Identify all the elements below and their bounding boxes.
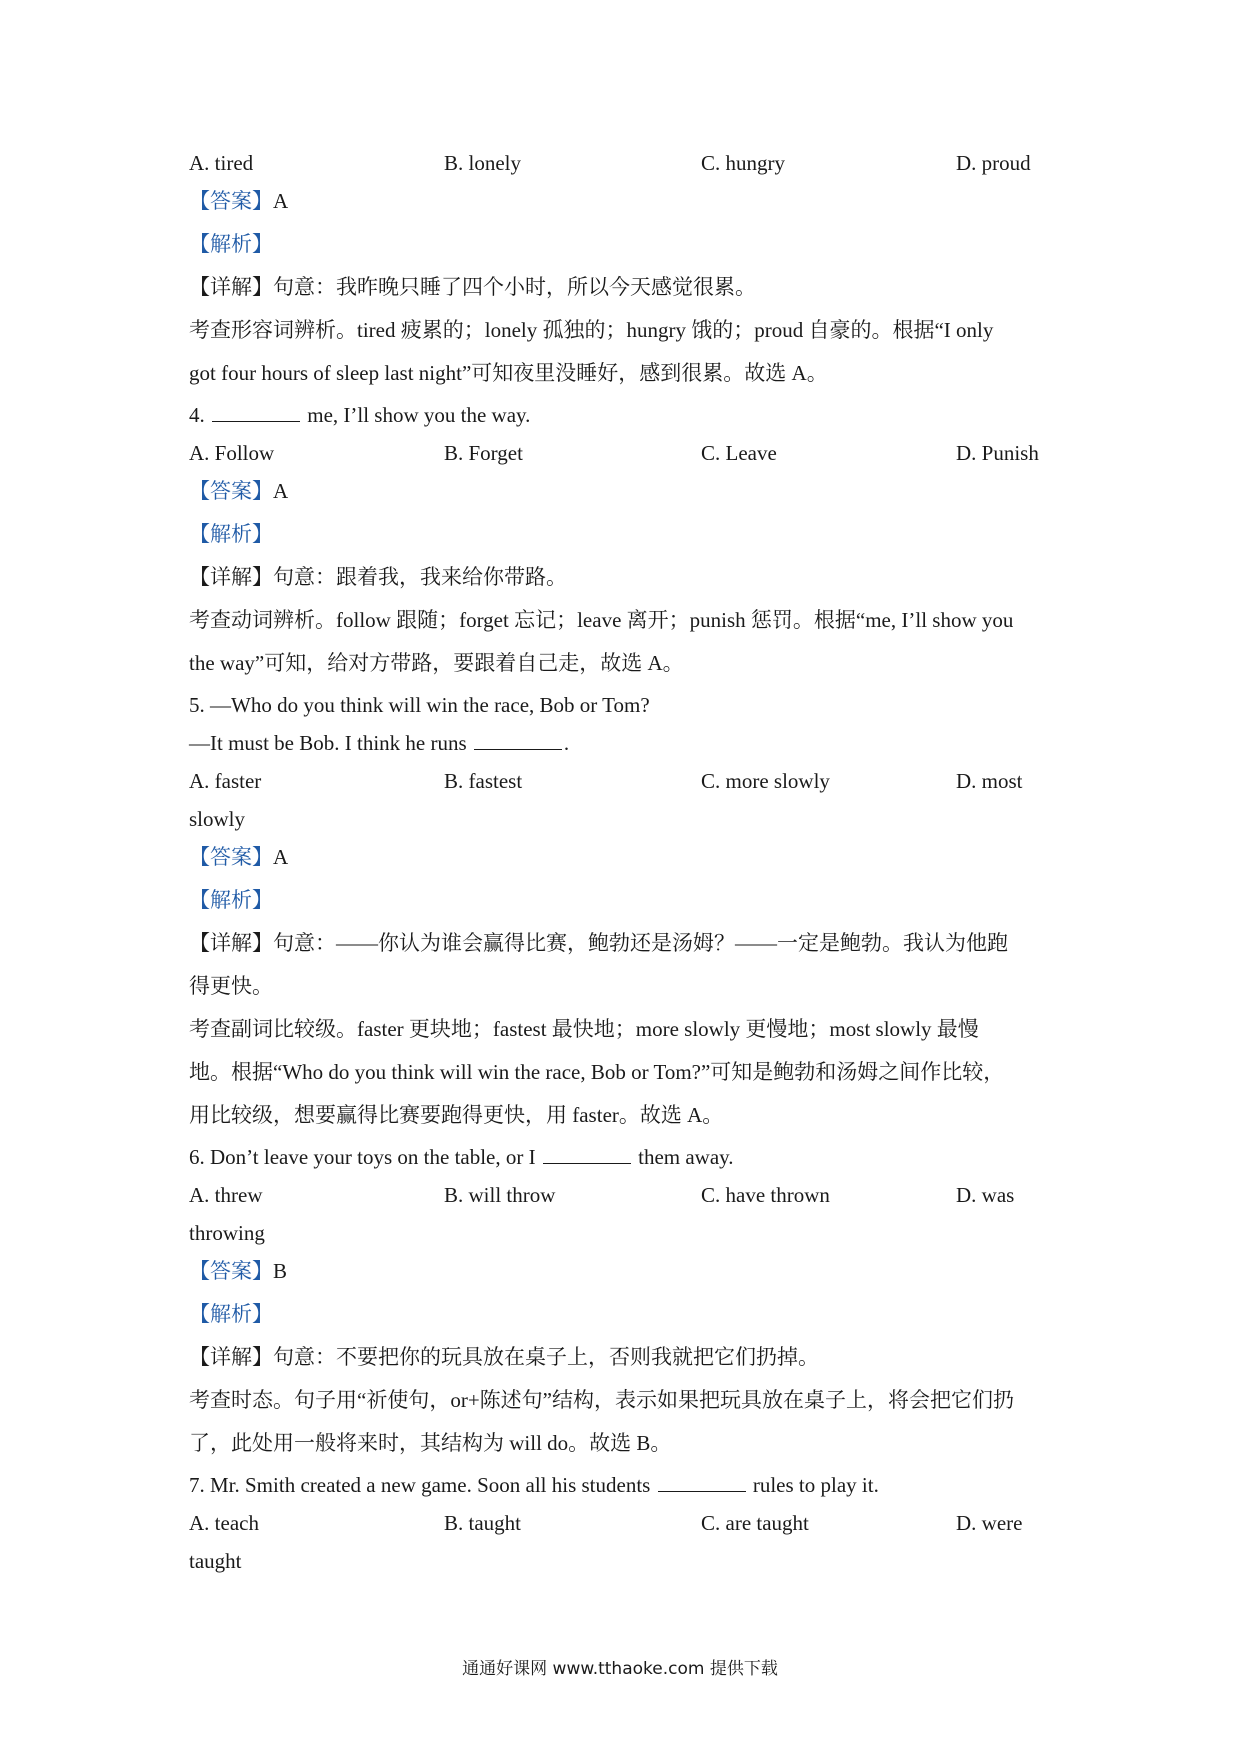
stem-prefix: 7. Mr. Smith created a new game. Soon all his students (189, 1473, 656, 1497)
q6-analysis (189, 1299, 273, 1329)
q5-detail-line-5: 用比较级，想要赢得比赛要跑得更快，用 faster。故选 A。 (189, 1103, 724, 1127)
detail-tag: 【详解】 (189, 1345, 273, 1369)
detail-tag: 【详解】 (189, 275, 273, 299)
q4-detail-line-1 (189, 562, 567, 592)
q6-stem (189, 1142, 734, 1172)
analysis-tag: 【解析】 (189, 1302, 273, 1326)
q7-options (189, 1508, 1089, 1538)
q3-detail-line-2: 考查形容词辨析。tired 疲累的；lonely 孤独的；hungry 饿的；proud 自豪的。根据“I only (189, 318, 994, 342)
q7-stem (189, 1470, 879, 1500)
q3-analysis (189, 229, 273, 259)
q5-detail-line-2: 得更快。 (189, 974, 273, 998)
detail-text: 句意：我昨晚只睡了四个小时，所以今天感觉很累。 (273, 275, 756, 299)
answer-tag: 【答案】 (189, 1259, 273, 1283)
answer-blank (658, 1473, 746, 1492)
answer-tag: 【答案】 (189, 845, 273, 869)
q5-option-b: B. fastest (444, 769, 523, 793)
q5-answer (189, 842, 288, 872)
q6-detail-line-1 (189, 1342, 819, 1372)
q7-option-wrap: taught (189, 1549, 242, 1573)
q6-options (189, 1180, 1089, 1210)
q4-detail-line-3: the way”可知，给对方带路，要跟着自己走，故选 A。 (189, 651, 684, 675)
q6-option-wrap: throwing (189, 1221, 265, 1245)
detail-text: 句意：——你认为谁会赢得比赛，鲍勃还是汤姆？——一定是鲍勃。我认为他跑 (273, 931, 1008, 955)
detail-tag: 【详解】 (189, 565, 273, 589)
q4-options (189, 438, 1089, 468)
answer-blank (543, 1145, 631, 1164)
answer-tag: 【答案】 (189, 189, 273, 213)
analysis-tag: 【解析】 (189, 888, 273, 912)
answer-value: A (273, 479, 289, 503)
q6-option-b: B. will throw (444, 1183, 556, 1207)
q4-detail-line-2: 考查动词辨析。follow 跟随；forget 忘记；leave 离开；punish 惩罚。根据“me, I’ll show you (189, 608, 1014, 632)
q5-analysis (189, 885, 273, 915)
q4-option-d: D. Punish (956, 441, 1039, 465)
stem-suffix: them away. (632, 1145, 734, 1169)
q4-option-c: C. Leave (701, 441, 777, 465)
q7-option-c: C. are taught (701, 1511, 809, 1535)
q3-detail-line-3: got four hours of sleep last night”可知夜里没睡好，感到很累。故选 A。 (189, 361, 828, 385)
q5-option-wrap: slowly (189, 807, 246, 831)
q3-option-c: C. hungry (701, 151, 785, 175)
stem-suffix: . (563, 731, 570, 755)
answer-value: B (273, 1259, 288, 1283)
page-footer: 通通好课网 www.tthaoke.com 提供下载 (462, 1659, 778, 1679)
q6-option-c: C. have thrown (701, 1183, 830, 1207)
q6-detail-line-2: 考查时态。句子用“祈使句，or+陈述句”结构，表示如果把玩具放在桌子上，将会把它们扔 (189, 1388, 1014, 1412)
detail-text: 句意：跟着我，我来给你带路。 (273, 565, 567, 589)
q5-stem-line-2 (189, 728, 569, 758)
q5-detail-line-4: 地。根据“Who do you think will win the race, Bob or Tom?”可知是鲍勃和汤姆之间作比较， (189, 1060, 1005, 1084)
q7-option-d: D. were (956, 1511, 1023, 1535)
q6-option-d: D. was (956, 1183, 1015, 1207)
q5-option-d: D. most (956, 769, 1023, 793)
q4-option-b: B. Forget (444, 441, 523, 465)
q4-analysis (189, 519, 273, 549)
answer-value: A (273, 845, 289, 869)
q6-answer (189, 1256, 287, 1286)
q5-options (189, 766, 1089, 796)
q5-option-a: A. faster (189, 769, 262, 793)
q4-stem (189, 400, 530, 430)
stem-prefix: —It must be Bob. I think he runs (189, 731, 472, 755)
answer-blank (212, 403, 300, 422)
q6-option-a: A. threw (189, 1183, 263, 1207)
q3-option-b: B. lonely (444, 151, 521, 175)
stem-suffix: me, I’ll show you the way. (302, 403, 531, 427)
answer-tag: 【答案】 (189, 479, 273, 503)
q5-stem-line-1: 5. —Who do you think will win the race, Bob or Tom? (189, 693, 650, 717)
q3-option-d: D. proud (956, 151, 1031, 175)
analysis-tag: 【解析】 (189, 232, 273, 256)
q5-option-c: C. more slowly (701, 769, 830, 793)
q5-detail-line-3: 考查副词比较级。faster 更块地；fastest 最快地；more slowly 更慢地；most slowly 最慢 (189, 1017, 979, 1041)
q4-option-a: A. Follow (189, 441, 275, 465)
answer-value: A (273, 189, 289, 213)
detail-text: 句意：不要把你的玩具放在桌子上，否则我就把它们扔掉。 (273, 1345, 819, 1369)
q4-answer (189, 476, 288, 506)
q7-option-b: B. taught (444, 1511, 521, 1535)
stem-suffix: rules to play it. (747, 1473, 879, 1497)
q3-detail-line-1 (189, 272, 756, 302)
q5-detail-line-1 (189, 928, 1008, 958)
q3-options (189, 148, 1089, 178)
q3-option-a: A. tired (189, 151, 254, 175)
analysis-tag: 【解析】 (189, 522, 273, 546)
q6-detail-line-3: 了，此处用一般将来时，其结构为 will do。故选 B。 (189, 1431, 672, 1455)
detail-tag: 【详解】 (189, 931, 273, 955)
q7-option-a: A. teach (189, 1511, 259, 1535)
answer-blank (474, 731, 562, 750)
stem-prefix: 6. Don’t leave your toys on the table, or I (189, 1145, 541, 1169)
q3-answer (189, 186, 288, 216)
stem-prefix: 4. (189, 403, 210, 427)
